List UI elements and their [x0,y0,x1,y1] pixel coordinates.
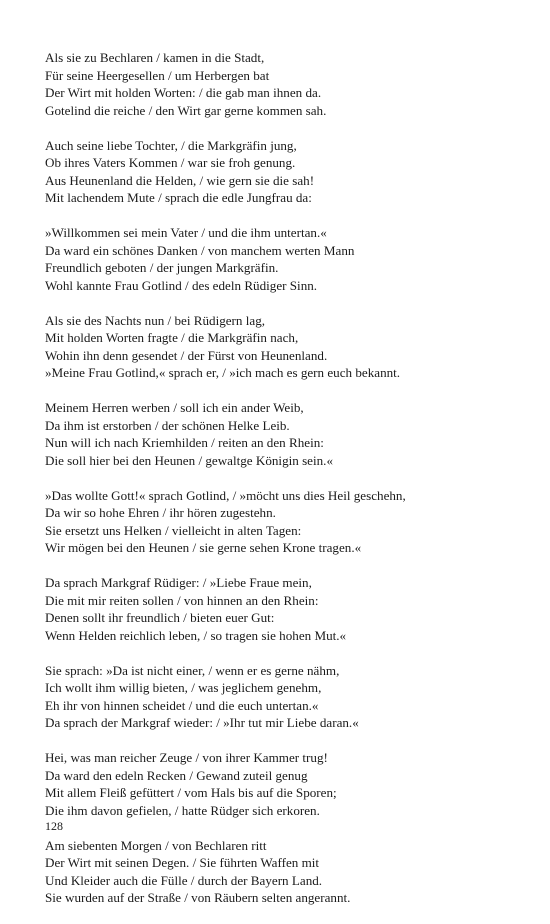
verse-line: Mit lachendem Mute / sprach die edle Jungfrau da: [45,190,312,205]
verse-line: Da ihm ist erstorben / der schönen Helke Leib. [45,417,290,433]
verse-line: Der Wirt mit holden Worten: / die gab man ihnen da. [45,85,322,100]
verse-line: Gotelind die reiche / den Wirt gar gerne kommen sah. [45,102,327,118]
verse-line: Als sie zu Bechlaren / kamen in die Stadt, [45,50,265,65]
verse-line: »Meine Frau Gotlind,« sprach er, / »ich mach es gern euch bekannt. [45,365,401,380]
verse-line: Sie sprach: »Da ist nicht einer, / wenn er es gerne nähm, [45,662,340,678]
verse-line: Als sie des Nachts nun / bei Rüdigern lag, [45,312,266,328]
verse-line: Nun will ich nach Kriemhilden / reiten an den Rhein: [45,435,324,450]
verse-line: Am siebenten Morgen / von Bechlaren ritt [45,837,267,853]
verse-line: Mit holden Worten fragte / die Markgräfin nach, [45,330,299,345]
verse-line: Die soll hier bei den Heunen / gewaltge Königin sein.« [45,452,333,468]
verse-line: Da sprach der Markgraf wieder: / »Ihr tut mir Liebe daran.« [45,715,359,730]
stanza [45,662,525,732]
verse-line: Sie ersetzt uns Helken / vielleicht in alten Tagen: [45,522,302,538]
stanza [45,224,525,294]
page-text [45,49,525,924]
verse-line: Hei, was man reicher Zeuge / von ihrer Kammer trug! [45,750,328,765]
verse-line: Ich wollt ihm willig bieten, / was jeglichem genehm, [45,680,322,695]
stanza [45,749,525,819]
page-number: 128 [45,819,63,833]
stanza [45,137,525,207]
verse-line: Wir mögen bei den Heunen / sie gerne sehen Krone tragen.« [45,540,362,555]
verse-line: Und Kleider auch die Fülle / durch der Bayern Land. [45,872,323,888]
stanza [45,487,525,557]
verse-line: Mit allem Fleiß gefüttert / vom Hals bis auf die Sporen; [45,785,337,800]
verse-line: Der Wirt mit seinen Degen. / Sie führten Waffen mit [45,855,320,870]
stanza [45,49,525,119]
verse-line: Freundlich geboten / der jungen Markgräfin. [45,260,279,275]
stanza [45,399,525,469]
verse-line: Denen sollt ihr freundlich / bieten euer Gut: [45,610,275,625]
verse-line: Wenn Helden reichlich leben, / so tragen sie hohen Mut.« [45,627,347,643]
verse-line: »Das wollte Gott!« sprach Gotlind, / »möcht uns dies Heil geschehn, [45,487,406,503]
verse-line: Für seine Heergesellen / um Herbergen bat [45,67,270,83]
stanza [45,312,525,382]
stanza [45,574,525,644]
verse-line: »Willkommen sei mein Vater / und die ihm untertan.« [45,225,327,240]
verse-line: Wohl kannte Frau Gotlind / des edeln Rüdiger Sinn. [45,277,318,293]
verse-line: Auch seine liebe Tochter, / die Markgräfin jung, [45,137,297,153]
verse-line: Die mit mir reiten sollen / von hinnen an den Rhein: [45,592,319,608]
verse-line: Sie wurden auf der Straße / von Räubern selten angerannt. [45,890,351,905]
stanza [45,837,525,907]
verse-line: Aus Heunenland die Helden, / wie gern sie die sah! [45,172,315,188]
verse-line: Da wir so hohe Ehren / ihr hören zugestehn. [45,505,276,520]
verse-line: Da ward den edeln Recken / Gewand zuteil genug [45,767,308,783]
verse-line: Da ward ein schönes Danken / von manchem werten Mann [45,242,355,258]
verse-line: Ob ihres Vaters Kommen / war sie froh genung. [45,155,296,170]
verse-line: Wohin ihn denn gesendet / der Fürst von Heunenland. [45,347,328,363]
verse-line: Eh ihr von hinnen scheidet / und die euch untertan.« [45,697,319,713]
verse-line: Die ihm davon gefielen, / hatte Rüdger sich erkoren. [45,802,320,818]
verse-line: Da sprach Markgraf Rüdiger: / »Liebe Fraue mein, [45,575,312,590]
verse-line: Meinem Herren werben / soll ich ein ander Weib, [45,400,304,415]
